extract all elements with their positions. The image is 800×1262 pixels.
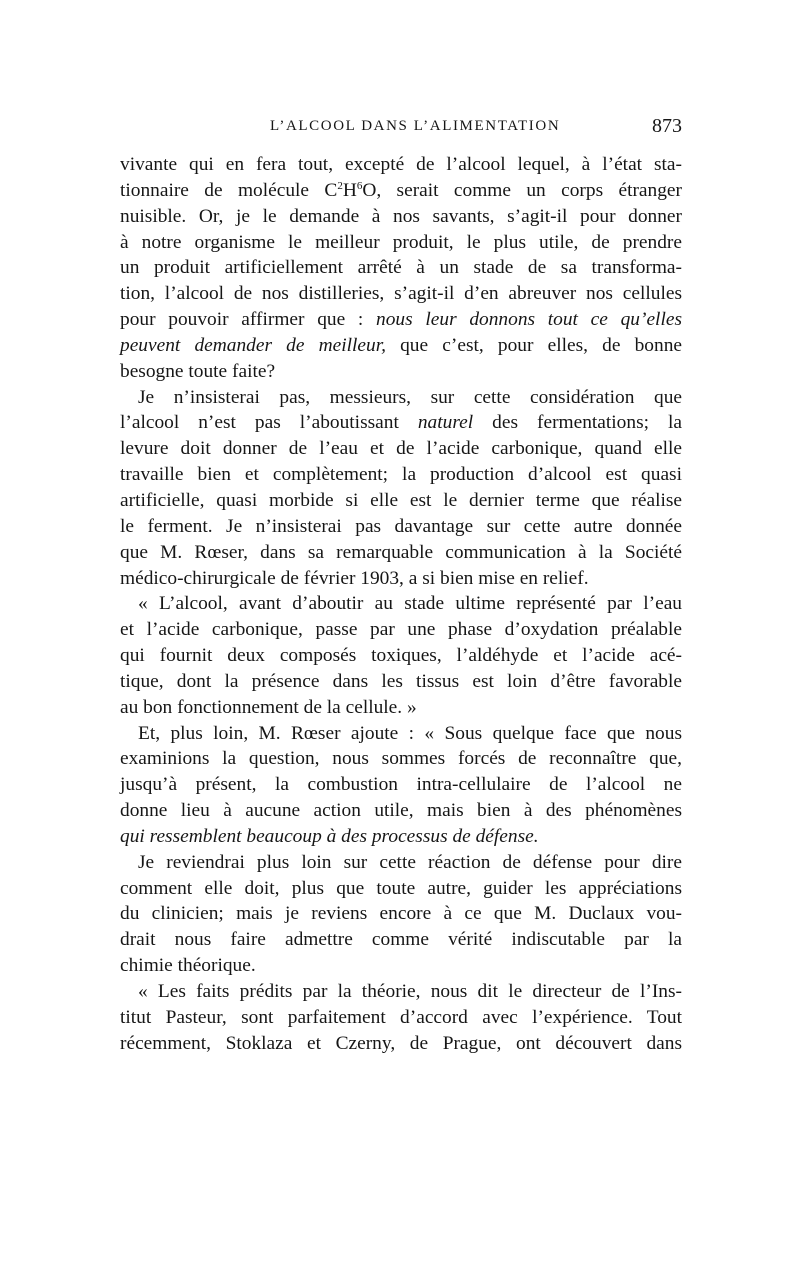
text-segment: « L’alcool, avant d’aboutir au stade ultime représenté par l’eau: [138, 593, 682, 615]
text-line: [120, 617, 682, 643]
text-segment: que c’est, pour elles, de bonne: [385, 334, 682, 356]
page-header: [120, 116, 682, 142]
text-segment: nuisible. Or, je le demande à nos savants, s’agit-il pour donner: [120, 205, 682, 227]
text-line: [120, 901, 682, 927]
text-line: [120, 721, 682, 747]
text-segment: récemment, Stoklaza et Czerny, de Prague, ont découvert dans: [120, 1032, 682, 1054]
text-line: [120, 385, 682, 411]
text-segment: et l’acide carbonique, passe par une phase d’oxydation préalable: [120, 619, 682, 641]
italic-text: nous leur donnons tout ce qu’elles: [376, 309, 682, 331]
text-segment: tionnaire de molécule C: [120, 179, 338, 201]
text-line: [120, 695, 682, 721]
text-line: [120, 255, 682, 281]
text-line: [120, 281, 682, 307]
text-line: [120, 436, 682, 462]
text-segment: jusqu’à présent, la combustion intra-cellulaire de l’alcool ne: [120, 774, 682, 796]
text-line: [120, 798, 682, 824]
italic-text: naturel: [417, 412, 474, 434]
superscript: 2: [337, 179, 343, 192]
text-segment: chimie théorique.: [120, 955, 256, 977]
text-segment: Et, plus loin, M. Rœser ajoute : « Sous quelque face que nous: [138, 722, 682, 744]
text-line: [120, 307, 682, 333]
text-line: [120, 591, 682, 617]
text-segment: médico-chirurgicale de février 1903, a si bien mise en relief.: [120, 567, 589, 589]
text-line: [120, 669, 682, 695]
text-line: [120, 772, 682, 798]
text-line: [120, 643, 682, 669]
text-segment: tion, l’alcool de nos distilleries, s’agit-il d’en abreuver nos cellules: [120, 283, 682, 305]
text-segment: au bon fonctionnement de la cellule. »: [120, 696, 417, 718]
text-segment: des fermentations; la: [473, 412, 682, 434]
text-segment: artificielle, quasi morbide si elle est le dernier terme que réalise: [120, 489, 682, 511]
text-segment: que M. Rœser, dans sa remarquable communication à la Société: [120, 541, 682, 563]
text-segment: travaille bien et complètement; la production d’alcool est quasi: [120, 464, 682, 486]
text-line: [120, 462, 682, 488]
text-line: [120, 876, 682, 902]
text-segment: du clinicien; mais je reviens encore à ce que M. Duclaux vou-: [120, 903, 682, 925]
text-line: [120, 1005, 682, 1031]
italic-text: peuvent demander de meilleur,: [120, 334, 386, 356]
text-segment: le ferment. Je n’insisterai pas davantage sur cette autre donnée: [120, 515, 682, 537]
text-line: [120, 850, 682, 876]
text-segment: O, serait comme un corps étranger: [362, 179, 682, 201]
text-line: [120, 824, 682, 850]
running-title: L’ALCOOL DANS L’ALIMENTATION: [270, 118, 561, 134]
text-segment: Je reviendrai plus loin sur cette réaction de défense pour dire: [138, 851, 682, 873]
text-line: [120, 514, 682, 540]
text-segment: l’alcool n’est pas l’aboutissant: [120, 412, 418, 434]
text-line: [120, 410, 682, 436]
text-line: [120, 746, 682, 772]
text-line: [120, 152, 682, 178]
text-segment: titut Pasteur, sont parfaitement d’accord avec l’expérience. Tout: [120, 1006, 682, 1028]
text-segment: besogne toute faite?: [120, 360, 276, 382]
text-segment: H: [342, 179, 357, 201]
text-line: [120, 927, 682, 953]
text-line: [120, 1031, 682, 1057]
body-text: [120, 152, 682, 1057]
text-line: [120, 540, 682, 566]
text-segment: à notre organisme le meilleur produit, le plus utile, de prendre: [120, 231, 682, 253]
text-line: [120, 488, 682, 514]
text-line: [120, 566, 682, 592]
text-line: [120, 953, 682, 979]
italic-text: qui ressemblent beaucoup à des processus de défense.: [120, 825, 539, 847]
text-segment: donne lieu à aucune action utile, mais bien à des phénomènes: [120, 800, 682, 822]
text-segment: pour pouvoir affirmer que :: [120, 309, 377, 331]
text-segment: vivante qui en fera tout, excepté de l’alcool lequel, à l’état sta-: [120, 154, 682, 175]
text-segment: comment elle doit, plus que toute autre, guider les appréciations: [120, 877, 682, 899]
text-line: [120, 178, 682, 204]
text-line: [120, 333, 682, 359]
page-number: 873: [652, 115, 682, 137]
text-segment: qui fournit deux composés toxiques, l’aldéhyde et l’acide acé-: [120, 645, 682, 667]
text-segment: Je n’insisterai pas, messieurs, sur cette considération que: [138, 386, 682, 408]
text-segment: un produit artificiellement arrêté à un stade de sa transforma-: [120, 257, 682, 279]
text-line: [120, 359, 682, 385]
text-segment: examinions la question, nous sommes forcés de reconnaître que,: [120, 748, 682, 770]
text-segment: levure doit donner de l’eau et de l’acide carbonique, quand elle: [120, 438, 682, 460]
text-line: [120, 204, 682, 230]
text-segment: « Les faits prédits par la théorie, nous dit le directeur de l’Ins-: [138, 981, 682, 1002]
superscript: 6: [356, 179, 363, 192]
text-line: [120, 979, 682, 1005]
text-line: [120, 230, 682, 256]
text-segment: tique, dont la présence dans les tissus est loin d’être favorable: [120, 670, 682, 692]
text-segment: drait nous faire admettre comme vérité indiscutable par la: [120, 929, 682, 951]
